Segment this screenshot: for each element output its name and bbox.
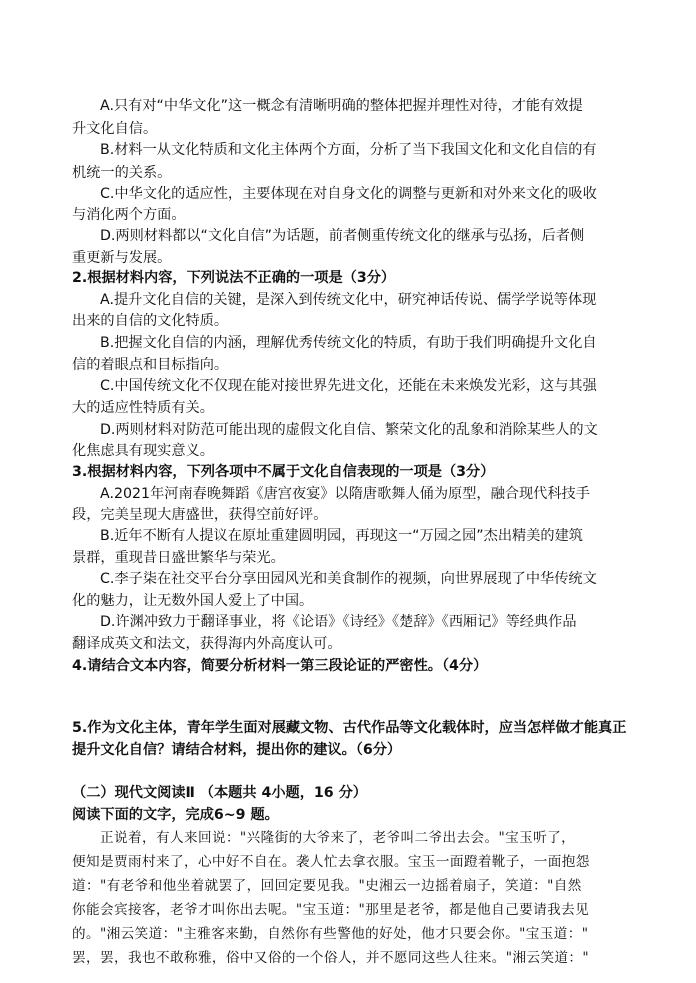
q2-option-c-line1: C.中国传统文化不仅现在能对接世界先进文化，还能在未来焕发光彩，这与其强 — [100, 378, 597, 394]
q3-option-b-line1: B.近年不断有人提议在原址重建圆明园，再现这一“万园之园”杰出精美的建筑 — [100, 528, 583, 544]
q3-option-c-line2: 化的魅力，让无数外国人爱上了中国。 — [72, 593, 314, 609]
question-4-stem: 4.请结合文本内容，简要分析材料一第三段论证的严密性。（4分） — [72, 658, 488, 674]
q3-option-c-line1: C.李子柒在社交平台分享田园风光和美食制作的视频，向世界展现了中华传统文 — [100, 571, 597, 587]
q3-option-d-line2: 翻译成英文和法文，获得海内外高度认可。 — [72, 636, 342, 652]
q2-option-b-line1: B.把握文化自信的内涵，理解优秀传统文化的特质，有助于我们明确提升文化自 — [100, 335, 597, 351]
q2-option-d-line1: D.两则材料对防范可能出现的虚假文化自信、繁荣文化的乱象和消除某些人的文 — [100, 422, 598, 438]
q1-option-b-line1: B.材料一从文化特质和文化主体两个方面，分析了当下我国文化和文化自信的有 — [100, 142, 597, 158]
q3-option-a-line1: A.2021年河南春晚舞蹈《唐宫夜宴》以隋唐歌舞人俑为原型，融合现代科技手 — [100, 486, 590, 502]
q1-option-d-line1: D.两则材料都以“文化自信”为话题，前者侧重传统文化的继承与弘扬，后者侧 — [100, 228, 585, 244]
q2-option-a-line2: 出来的自信的文化特质。 — [72, 313, 229, 329]
passage-line: 便知是贾雨村来了，心中好不自在。袭人忙去拿衣服。宝玉一面蹬着靴子，一面抱怨 — [72, 854, 590, 870]
q1-option-d-line2: 重更新与发展。 — [72, 250, 172, 266]
q1-option-b-line2: 机统一的关系。 — [72, 165, 172, 181]
passage-line: 的。"湘云笑道："主雅客来勤，自然你有些警他的好处，他才只要会你。"宝玉道：" — [72, 926, 589, 942]
q1-option-c-line2: 与消化两个方面。 — [72, 207, 186, 223]
q2-option-a-line1: A.提升文化自信的关键，是深入到传统文化中，研究神话传说、儒学学说等体现 — [100, 292, 597, 308]
passage-line: 正说着，有人来回说："兴隆街的大爷来了，老爷叫二爷出去会。"宝玉听了， — [100, 830, 576, 846]
passage-line: 你能会宾接客，老爷才叫你出去呢。"宝玉道："那里是老爷，都是他自己要请我去见 — [72, 902, 590, 918]
question-3-stem: 3.根据材料内容，下列各项中不属于文化自信表现的一项是（3分） — [72, 464, 495, 480]
q2-option-c-line2: 大的适应性特质有关。 — [72, 400, 214, 416]
passage-line: 罢，罢，我也不敢称雅，俗中又俗的一个俗人，并不愿同这些人往来。"湘云笑道：" — [72, 950, 590, 966]
q1-option-a-line2: 升文化自信。 — [72, 121, 158, 137]
question-2-stem: 2.根据材料内容，下列说法不正确的一项是（3分） — [72, 270, 396, 286]
passage-line: 道："有老爷和他坐着就罢了，回回定要见我。"史湘云一边摇着扇子，笑道："自然 — [72, 878, 582, 894]
q2-option-d-line2: 化焦虑具有现实意义。 — [72, 443, 214, 459]
q3-option-d-line1: D.许渊冲致力于翻译事业，将《论语》《诗经》《楚辞》《西厢记》等经典作品 — [100, 614, 577, 630]
q3-option-b-line2: 景群，重现昔日盛世繁华与荣光。 — [72, 550, 285, 566]
section-heading: （二）现代文阅读Ⅱ （本题共 4小题，16 分） — [72, 785, 367, 801]
q1-option-c-line1: C.中华文化的适应性，主要体现在对自身文化的调整与更新和对外来文化的吸收 — [100, 186, 597, 202]
reading-instruction: 阅读下面的文字，完成6~9 题。 — [72, 807, 279, 823]
q2-option-b-line2: 信的着眼点和目标指向。 — [72, 357, 229, 373]
question-5-stem-line1: 5.作为文化主体，青年学生面对展藏文物、古代作品等文化载体时，应当怎样做才能真正 — [72, 720, 627, 736]
q1-option-a-line1: A.只有对“中华文化”这一概念有清晰明确的整体把握并理性对待，才能有效提 — [100, 98, 583, 114]
q3-option-a-line2: 段，完美呈现大唐盛世，获得空前好评。 — [72, 507, 328, 523]
question-5-stem-line2: 提升文化自信？请结合材料，提出你的建议。（6分） — [72, 742, 402, 758]
